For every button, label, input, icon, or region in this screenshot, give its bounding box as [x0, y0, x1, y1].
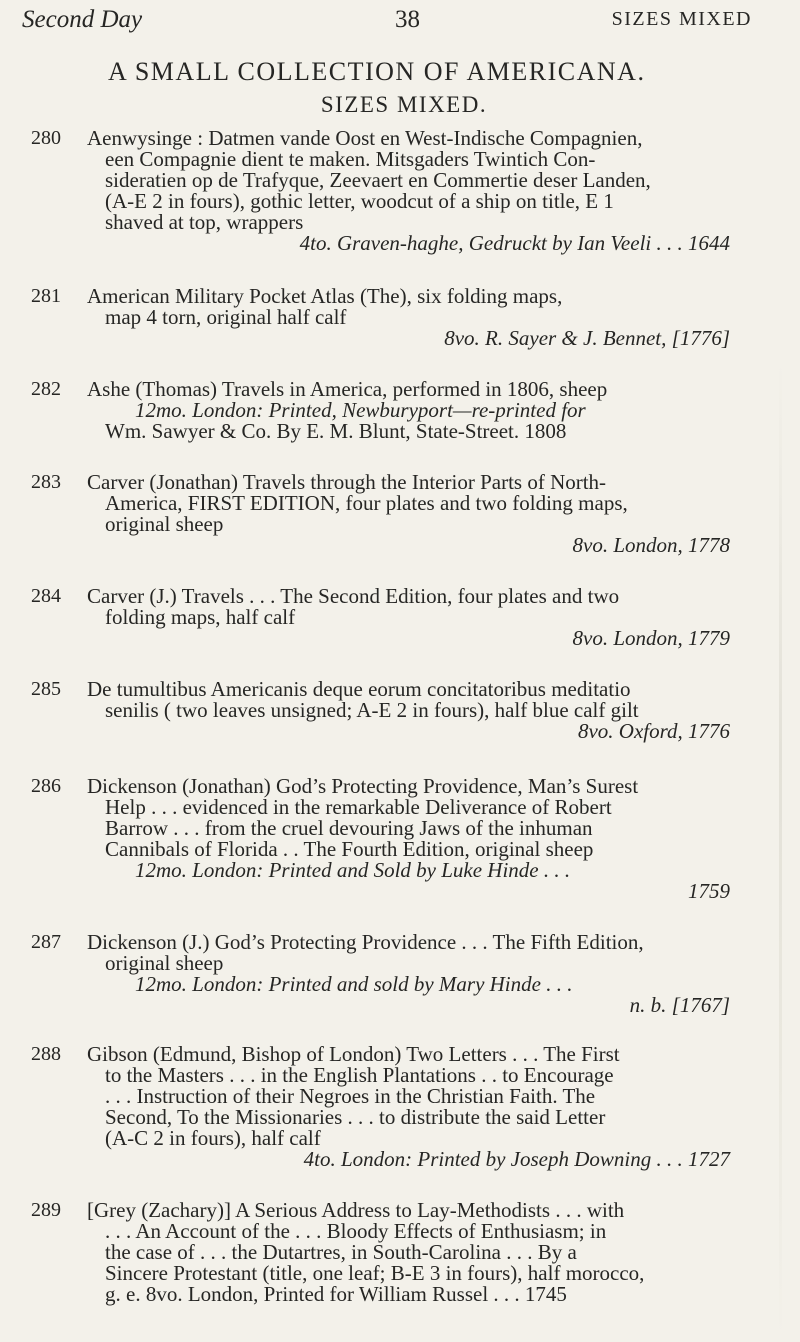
lot-number: 286 — [31, 775, 61, 797]
lot-number: 284 — [31, 585, 61, 607]
lot-description-line: Second, To the Missionaries . . . to distribute the said Letter — [105, 1105, 606, 1129]
lot-entry — [0, 379, 800, 442]
lot-number: 285 — [31, 678, 61, 700]
lot-description-line: Aenwysinge : Datmen vande Oost en West-Indische Compagnien, — [87, 126, 643, 150]
lot-description-line: Dickenson (Jonathan) God’s Protecting Providence, Man’s Surest — [87, 774, 639, 798]
section-title: A SMALL COLLECTION OF AMERICANA. — [108, 57, 646, 86]
lot-description-line: Barrow . . . from the cruel devouring Jaws of the inhuman — [105, 816, 593, 840]
lot-description-line: America, FIRST EDITION, four plates and two folding maps, — [105, 491, 628, 515]
lot-description-line: (A-E 2 in fours), gothic letter, woodcut of a ship on title, E 1 — [105, 189, 614, 213]
lot-description-line: the case of . . . the Dutartres, in South-Carolina . . . By a — [105, 1240, 577, 1264]
lot-entry — [0, 586, 800, 649]
lot-description-line: Ashe (Thomas) Travels in America, performed in 1806, sheep — [87, 377, 608, 401]
lot-number: 281 — [31, 285, 61, 307]
lot-description-line: De tumultibus Americanis deque eorum concitatoribus meditatio — [87, 677, 631, 701]
lot-description-line: Dickenson (J.) God’s Protecting Providence . . . The Fifth Edition, — [87, 930, 644, 954]
lot-imprint: 8vo. London, 1779 — [572, 626, 730, 650]
lot-description-line: g. e. 8vo. London, Printed for William Russel . . . 1745 — [105, 1282, 567, 1306]
lot-description-line: Help . . . evidenced in the remarkable Deliverance of Robert — [105, 795, 612, 819]
lot-description-line: original sheep — [105, 951, 224, 975]
lot-description-line: (A-C 2 in fours), half calf — [105, 1126, 321, 1150]
lot-number: 289 — [31, 1199, 61, 1221]
lot-imprint: 8vo. R. Sayer & J. Bennet, [1776] — [444, 326, 730, 350]
lot-description-line: Carver (Jonathan) Travels through the Interior Parts of North- — [87, 470, 607, 494]
lot-number: 282 — [31, 378, 61, 400]
lot-description-line: to the Masters . . . in the English Plantations . . to Encourage — [105, 1063, 614, 1087]
lot-number: 287 — [31, 931, 61, 953]
lot-description-line: . . . An Account of the . . . Bloody Effects of Enthusiasm; in — [105, 1219, 607, 1243]
lot-description-line: folding maps, half calf — [105, 605, 296, 629]
lot-description-line: senilis ( two leaves unsigned; A-E 2 in fours), half blue calf gilt — [105, 698, 639, 722]
lot-number: 280 — [31, 127, 61, 149]
lot-imprint: 1759 — [688, 879, 730, 903]
lot-description-line: American Military Pocket Atlas (The), six folding maps, — [87, 284, 563, 308]
lot-description-line: 12mo. London: Printed and Sold by Luke Hinde . . . — [135, 858, 571, 882]
lot-imprint: 8vo. Oxford, 1776 — [577, 719, 730, 743]
running-head-right: SIZES MIXED — [611, 8, 752, 30]
lot-description-line: Sincere Protestant (title, one leaf; B-E 3 in fours), half morocco, — [105, 1261, 645, 1285]
lot-description-line: Cannibals of Florida . . The Fourth Edition, original sheep — [105, 837, 594, 861]
running-head-left: Second Day — [22, 6, 143, 33]
lot-entry — [0, 472, 800, 556]
lot-entry — [0, 776, 800, 902]
lot-entry — [0, 1044, 800, 1170]
lot-entry — [0, 932, 800, 1016]
page-number: 38 — [395, 6, 420, 33]
lot-description-line: [Grey (Zachary)] A Serious Address to Lay-Methodists . . . with — [87, 1198, 625, 1222]
lot-entry — [0, 679, 800, 742]
lot-description-line: sideratien op de Trafyque, Zeevaert en Commertie deser Landen, — [105, 168, 651, 192]
lot-description-line: een Compagnie dient te maken. Mitsgaders Twintich Con- — [105, 147, 596, 171]
lot-imprint: 4to. Graven-haghe, Gedruckt by Ian Veeli . . . 1644 — [299, 231, 730, 255]
paper-edge-shadow — [779, 360, 782, 1340]
lot-description-line: original sheep — [105, 512, 224, 536]
lot-description-line: shaved at top, wrappers — [105, 210, 304, 234]
lot-description-line: Carver (J.) Travels . . . The Second Edition, four plates and two — [87, 584, 620, 608]
lot-list — [0, 128, 800, 1305]
lot-description-line: Wm. Sawyer & Co. By E. M. Blunt, State-Street. 1808 — [105, 419, 567, 443]
lot-imprint: 8vo. London, 1778 — [572, 533, 730, 557]
lot-description-line: 12mo. London: Printed, Newburyport—re-printed for — [135, 398, 586, 422]
lot-description-line: . . . Instruction of their Negroes in the Christian Faith. The — [105, 1084, 596, 1108]
lot-imprint: n. b. [1767] — [629, 993, 730, 1017]
lot-imprint: 4to. London: Printed by Joseph Downing . . . 1727 — [303, 1147, 730, 1171]
lot-entry — [0, 286, 800, 349]
page-header — [0, 6, 800, 42]
lot-description-line: Gibson (Edmund, Bishop of London) Two Letters . . . The First — [87, 1042, 620, 1066]
lot-description-line: map 4 torn, original half calf — [105, 305, 347, 329]
lot-number: 283 — [31, 471, 61, 493]
lot-entry — [0, 1200, 800, 1305]
lot-description-line: 12mo. London: Printed and sold by Mary Hinde . . . — [135, 972, 573, 996]
lot-entry — [0, 128, 800, 254]
lot-number: 288 — [31, 1043, 61, 1065]
section-subtitle: SIZES MIXED. — [320, 92, 488, 117]
